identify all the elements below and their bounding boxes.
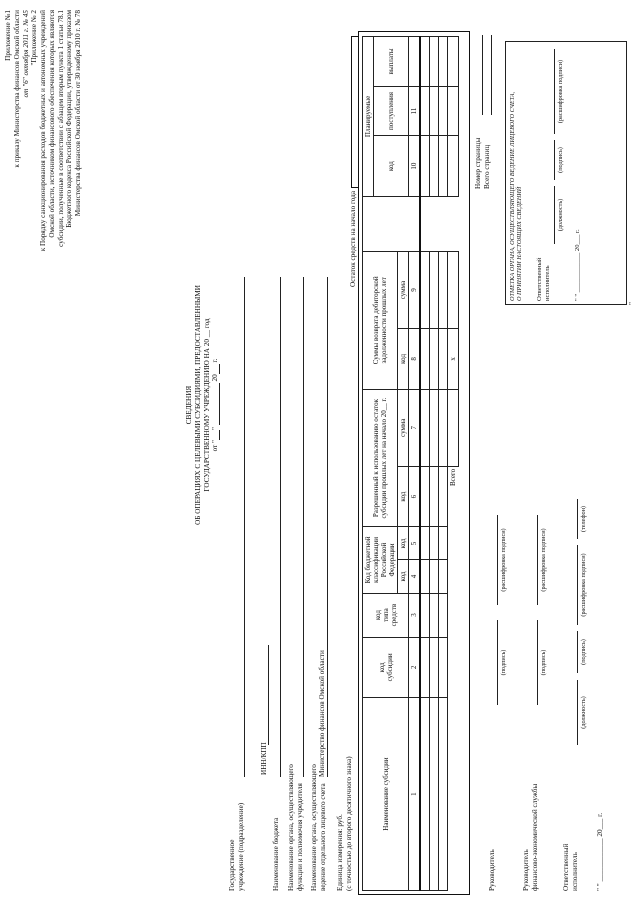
fin-head-label: Руководитель финансово-экономической службы bbox=[522, 783, 539, 891]
acceptance-date: " " ____________ 20___ г. bbox=[574, 229, 581, 301]
header-subsidy-name: Наименование субсидии bbox=[363, 698, 409, 891]
header-payments: выплаты bbox=[374, 37, 409, 87]
budget-field[interactable] bbox=[280, 277, 281, 777]
header-spacer bbox=[363, 196, 409, 251]
total-label: Всего bbox=[449, 468, 458, 486]
budget-label: Наименование бюджета bbox=[272, 817, 280, 891]
col-spacer bbox=[409, 196, 421, 251]
caption: (расшифровка подписи) bbox=[557, 59, 564, 124]
appendix-line: Омской области, источником финансового обеспечения которых являются bbox=[47, 10, 56, 238]
caption: (подпись) bbox=[557, 147, 564, 173]
title-line-3: ГОСУДАРСТВЕННОМУ УЧРЕЖДЕНИЮ НА 20 __ год bbox=[202, 318, 211, 492]
col-num: 11 bbox=[409, 86, 421, 136]
document-title bbox=[185, 265, 220, 545]
exec-phone-line[interactable] bbox=[577, 499, 578, 539]
appendix-header bbox=[4, 10, 83, 405]
header-return-sum: сумма bbox=[398, 251, 409, 328]
table-row bbox=[420, 37, 429, 891]
account-organ-label: Наименование органа, осуществляющего ведение отдельного лицевого счета bbox=[310, 764, 327, 891]
acceptance-position-line[interactable] bbox=[554, 186, 555, 244]
institution-label: Государственное учреждение (подразделение) bbox=[228, 802, 245, 891]
institution-field[interactable] bbox=[244, 277, 245, 777]
header-subsidy-code: код субсидии bbox=[363, 637, 409, 698]
founder-organ-label: Наименование органа, осуществляющего функции и полномочия учредителя bbox=[287, 764, 304, 891]
page-number-label: Номер страницы bbox=[474, 137, 482, 189]
caption: (подпись) bbox=[540, 649, 547, 676]
header-allowed-code: код bbox=[398, 466, 409, 527]
total-allowed-sum[interactable] bbox=[447, 389, 458, 466]
col-num bbox=[409, 37, 421, 87]
table-row bbox=[429, 37, 438, 891]
appendix-line: от "6" октября 2011 г. № 45 bbox=[21, 10, 30, 98]
col-num: 8 bbox=[409, 329, 421, 390]
exec-name-line[interactable] bbox=[577, 545, 578, 625]
footnote-mark: " bbox=[628, 302, 636, 305]
col-num: 9 bbox=[409, 251, 421, 328]
total-row bbox=[447, 37, 458, 891]
appendix-line: Министерства финансов Омской области от 30 ноября 2010 г. № 78 bbox=[74, 10, 83, 217]
appendix-line: к приказу Министерства финансов Омской области bbox=[12, 10, 21, 168]
caption: (расшифровка подписи) bbox=[580, 553, 587, 617]
appendix-line: к Порядку санкционирования расходов бюджетных и автономных учреждений bbox=[39, 10, 48, 252]
header-type-code: код типа средств bbox=[363, 593, 409, 637]
header-kbk: Код бюджетной классификации Российской Федерации bbox=[363, 527, 398, 593]
unit-label: Единица измерения: руб. (с точностью до второго десятичного знака) bbox=[336, 756, 353, 891]
caption: (должность) bbox=[580, 696, 587, 729]
header-allowed-sum: сумма bbox=[398, 389, 409, 466]
subsidy-table bbox=[362, 36, 459, 891]
appendix-line: "Приложение № 2 bbox=[30, 10, 39, 66]
column-numbers-row bbox=[409, 37, 421, 891]
total-x: x bbox=[447, 329, 458, 390]
acceptance-mark-box bbox=[505, 41, 627, 305]
title-line-2: ОБ ОПЕРАЦИЯХ С ЦЕЛЕВЫМИ СУБСИДИЯМИ, ПРЕДОСТАВЛЕННЫМИ bbox=[193, 285, 202, 525]
founder-organ-field[interactable] bbox=[303, 277, 304, 777]
acceptance-title: ОТМЕТКА ОРГАНА, ОСУЩЕСТВЛЯЮЩЕГО ВЕДЕНИЕ ЛИЦЕВОГО СЧЕТА, О ПРИНЯТИИ НАСТОЯЩИХ СВЕДЕНИЙ bbox=[509, 91, 524, 301]
caption: (подпись) bbox=[580, 639, 587, 665]
header-allowed-rest: Разрешенный к использованию остаток субсидии прошлых лет на начало 20__ г. bbox=[363, 389, 398, 527]
total-payments[interactable] bbox=[447, 86, 458, 136]
account-organ-value: Министерство финансов Омской области bbox=[318, 650, 326, 777]
fin-name-line[interactable] bbox=[537, 515, 538, 605]
exec-sign-line[interactable] bbox=[577, 631, 578, 673]
total-income[interactable] bbox=[447, 136, 458, 197]
col-num: 7 bbox=[409, 389, 421, 466]
col-num: 10 bbox=[409, 136, 421, 197]
header-planned: Планируемые bbox=[363, 37, 374, 197]
appendix-line: субсидии, полученные в соответствии с абзацем вторым пункта 1 статьи 78.1 bbox=[56, 10, 65, 247]
header-planned-code: код bbox=[374, 136, 409, 197]
rest-start-label: Остаток средств на начало года bbox=[349, 190, 357, 287]
fin-sign-line[interactable] bbox=[537, 620, 538, 705]
appendix-line: Бюджетного кодекса Российской Федерации, утвержденному приказом bbox=[65, 10, 74, 228]
head-sign-line[interactable] bbox=[497, 620, 498, 705]
caption: (подпись) bbox=[500, 649, 507, 676]
account-organ-field bbox=[327, 277, 328, 777]
header-debt-return: Суммы возврата дебиторской задолженности прошлых лет bbox=[363, 251, 398, 389]
col-num: 3 bbox=[409, 593, 421, 637]
col-num: 2 bbox=[409, 637, 421, 698]
col-num: 4 bbox=[409, 560, 421, 593]
head-label: Руководитель bbox=[488, 849, 496, 891]
header-return-code: код bbox=[398, 329, 409, 390]
inn-kpp-field[interactable] bbox=[268, 645, 269, 745]
total-pages-label: Всего страниц bbox=[483, 144, 491, 189]
acceptance-name-line[interactable] bbox=[554, 49, 555, 134]
appendix-line: Приложение №1 bbox=[4, 10, 12, 61]
caption: (телефон) bbox=[580, 506, 587, 532]
table-row bbox=[438, 37, 447, 891]
total-pages-field[interactable] bbox=[491, 35, 492, 115]
executor-label: Ответственный исполнитель bbox=[562, 843, 579, 891]
head-name-line[interactable] bbox=[497, 515, 498, 605]
header-kbk-code-a: код bbox=[398, 560, 409, 593]
acceptance-executor-label: Ответственный исполнитель bbox=[536, 257, 552, 301]
caption: (должность) bbox=[557, 198, 564, 232]
inn-kpp-label: ИНН/КПП bbox=[260, 742, 268, 775]
col-num: 6 bbox=[409, 466, 421, 527]
title-line-1: СВЕДЕНИЯ bbox=[185, 385, 193, 425]
exec-position-line[interactable] bbox=[577, 680, 578, 745]
acceptance-sign-line[interactable] bbox=[554, 140, 555, 180]
title-date: от "" 20 г. bbox=[211, 358, 220, 452]
header-income: поступления bbox=[374, 86, 409, 136]
sign-date: " " ____________ 20___ г. bbox=[596, 812, 604, 891]
caption: (расшифровка подписи) bbox=[540, 528, 547, 592]
header-kbk-code-b: код bbox=[398, 527, 409, 560]
col-num: 1 bbox=[409, 698, 421, 891]
col-num: 5 bbox=[409, 527, 421, 560]
total-return-sum[interactable] bbox=[447, 251, 458, 328]
page-number-field[interactable] bbox=[482, 35, 483, 115]
caption: (расшифровка подписи) bbox=[500, 528, 507, 592]
